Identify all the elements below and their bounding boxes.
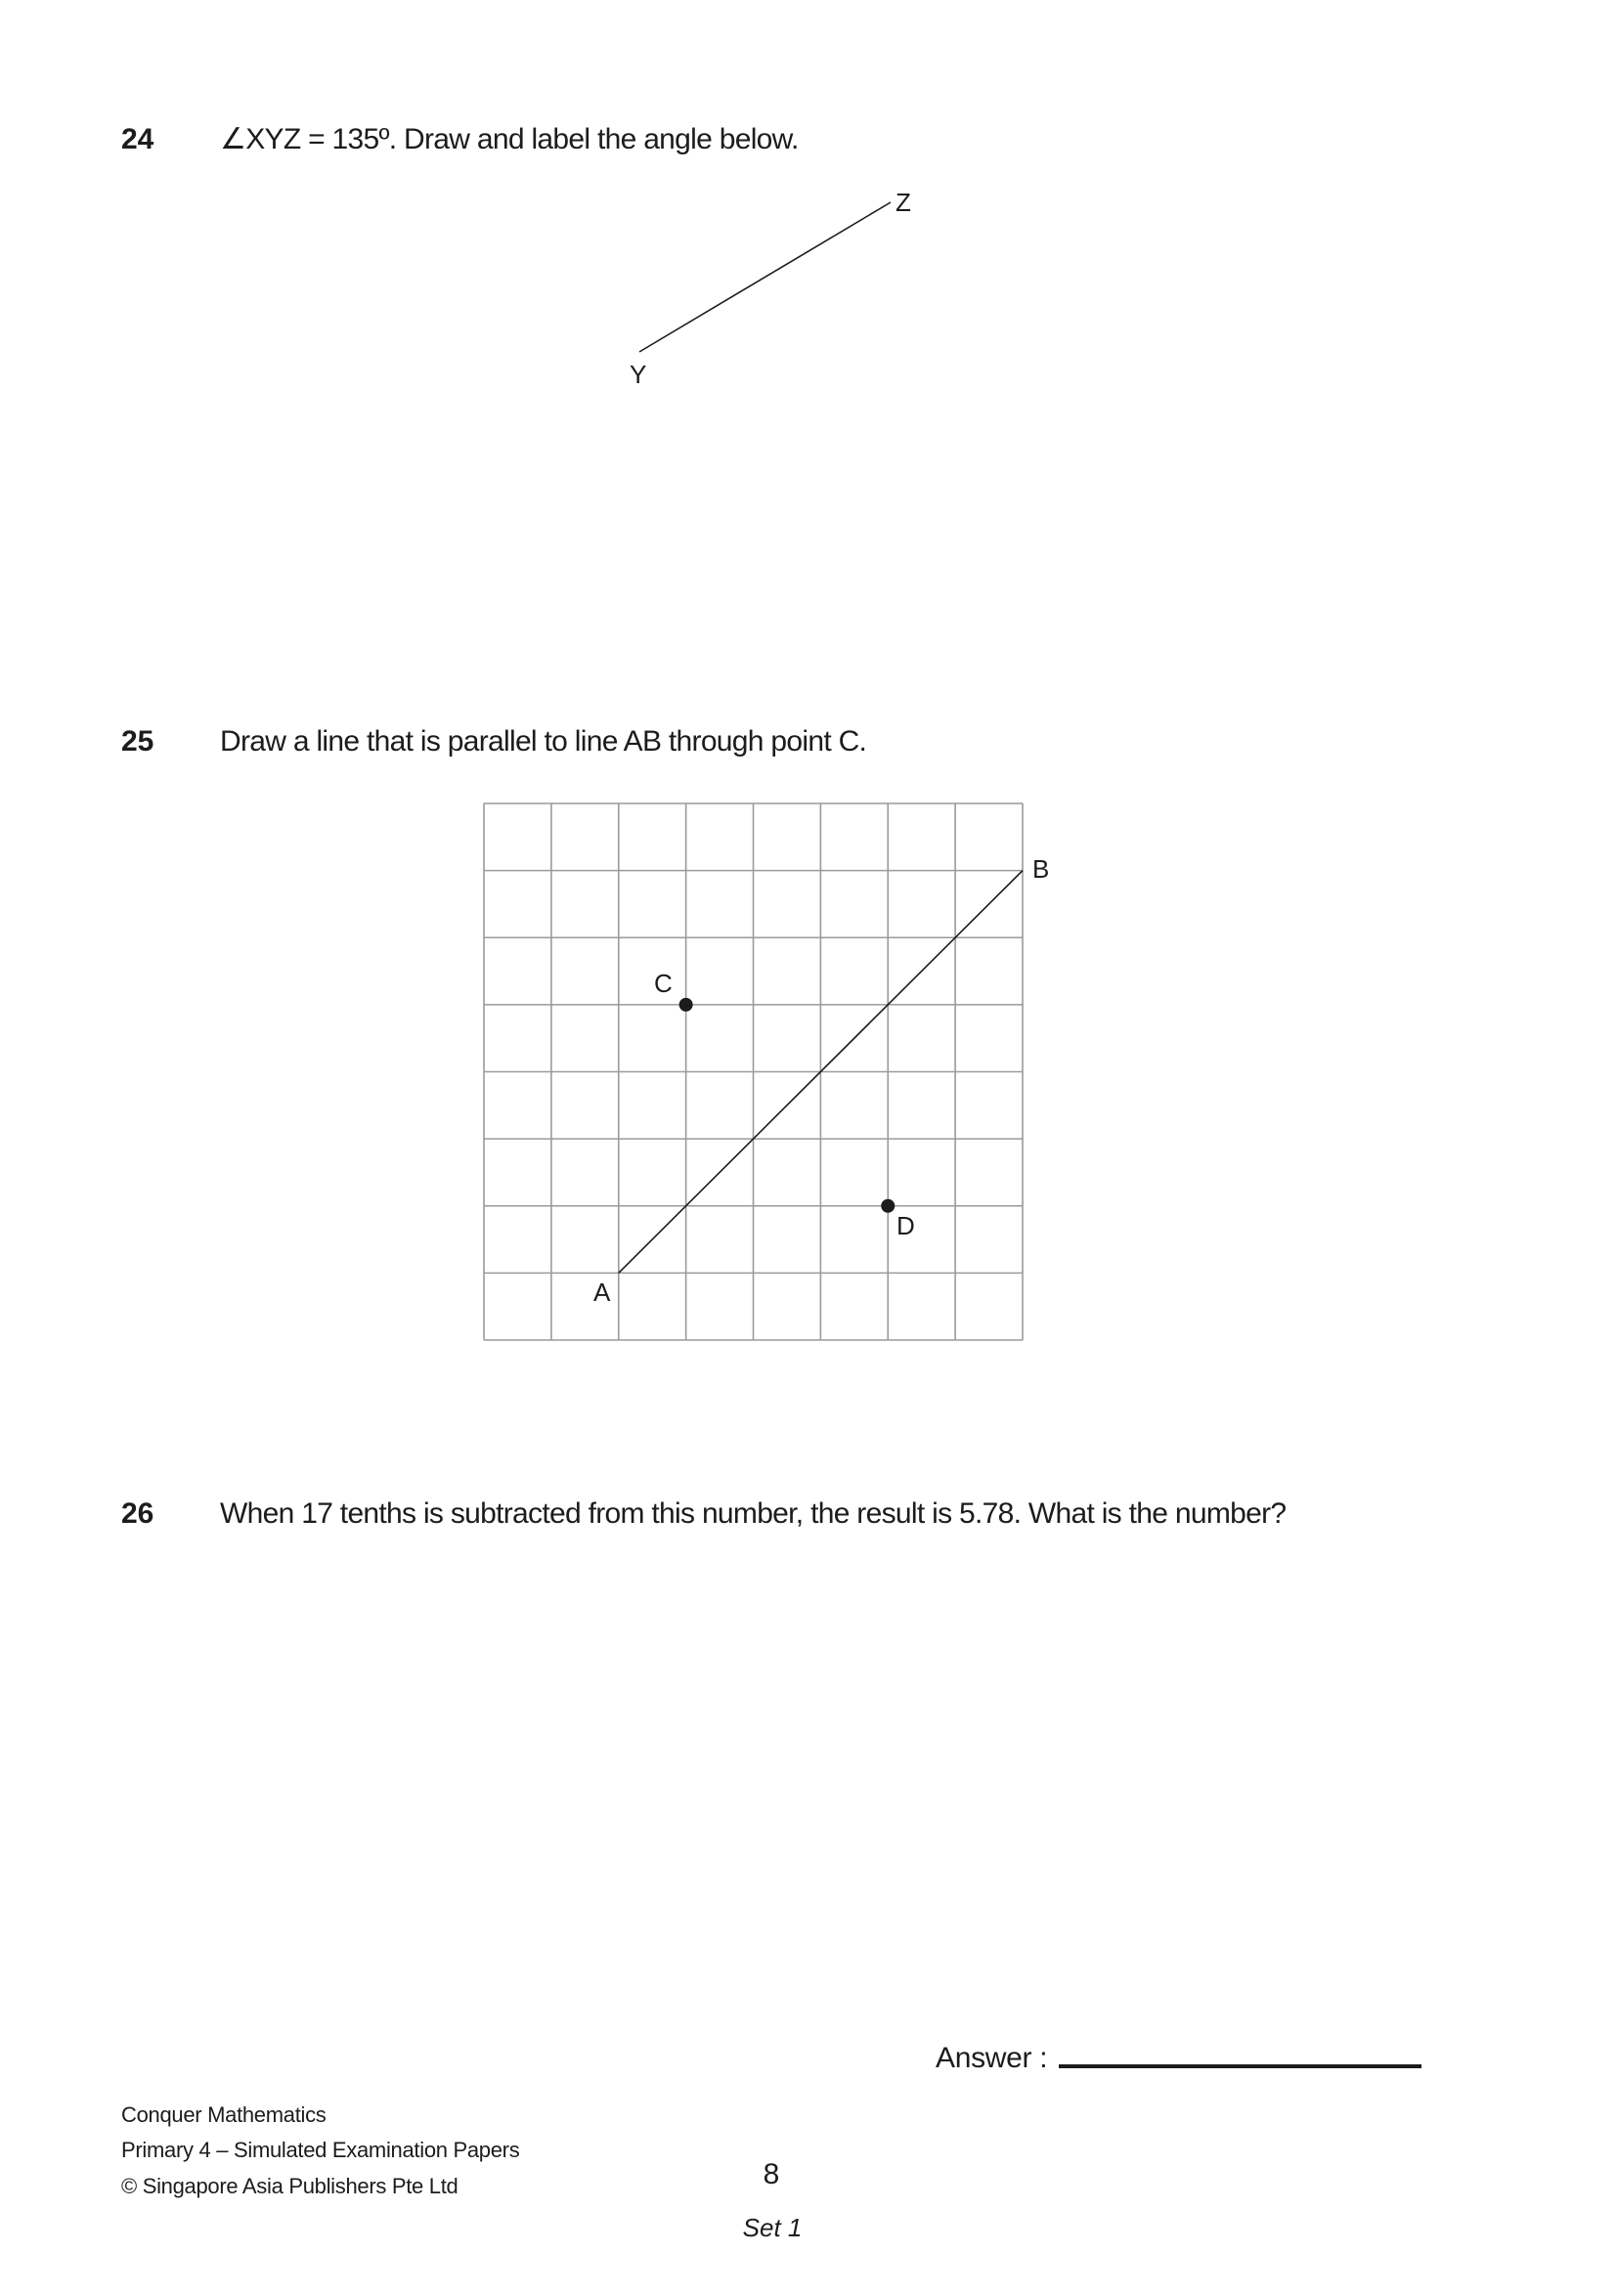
point-label-d: D xyxy=(896,1211,915,1240)
question-26-number: 26 xyxy=(121,1497,154,1530)
point-label-a: A xyxy=(593,1278,611,1307)
point-label-b: B xyxy=(1032,854,1050,884)
question-25-number: 25 xyxy=(121,725,154,758)
point-d-dot xyxy=(881,1199,895,1213)
question-24-text: ∠XYZ = 135º. Draw and label the angle below. xyxy=(220,123,799,155)
footer-subtitle: Primary 4 – Simulated Examination Papers xyxy=(121,2138,520,2162)
set-label: Set 1 xyxy=(742,2213,803,2242)
question-24-number: 24 xyxy=(121,123,154,155)
ray-yz xyxy=(639,202,891,352)
question-26-text: When 17 tenths is subtracted from this number, the result is 5.78. What is the number? xyxy=(220,1497,1287,1530)
point-c-dot xyxy=(679,998,693,1012)
footer-book-title: Conquer Mathematics xyxy=(121,2102,327,2127)
answer-blank-line[interactable] xyxy=(1059,2064,1421,2068)
point-label-y: Y xyxy=(630,360,647,389)
answer-label: Answer : xyxy=(936,2042,1048,2074)
footer-copyright: © Singapore Asia Publishers Pte Ltd xyxy=(121,2174,459,2198)
question-25-grid-diagram xyxy=(484,803,1049,1340)
point-label-c: C xyxy=(654,969,673,998)
page-number: 8 xyxy=(763,2158,780,2190)
question-25-text: Draw a line that is parallel to line AB through point C. xyxy=(220,725,867,758)
square-grid xyxy=(484,803,1023,1340)
question-24-angle-diagram xyxy=(630,188,911,389)
point-label-z: Z xyxy=(896,188,911,217)
